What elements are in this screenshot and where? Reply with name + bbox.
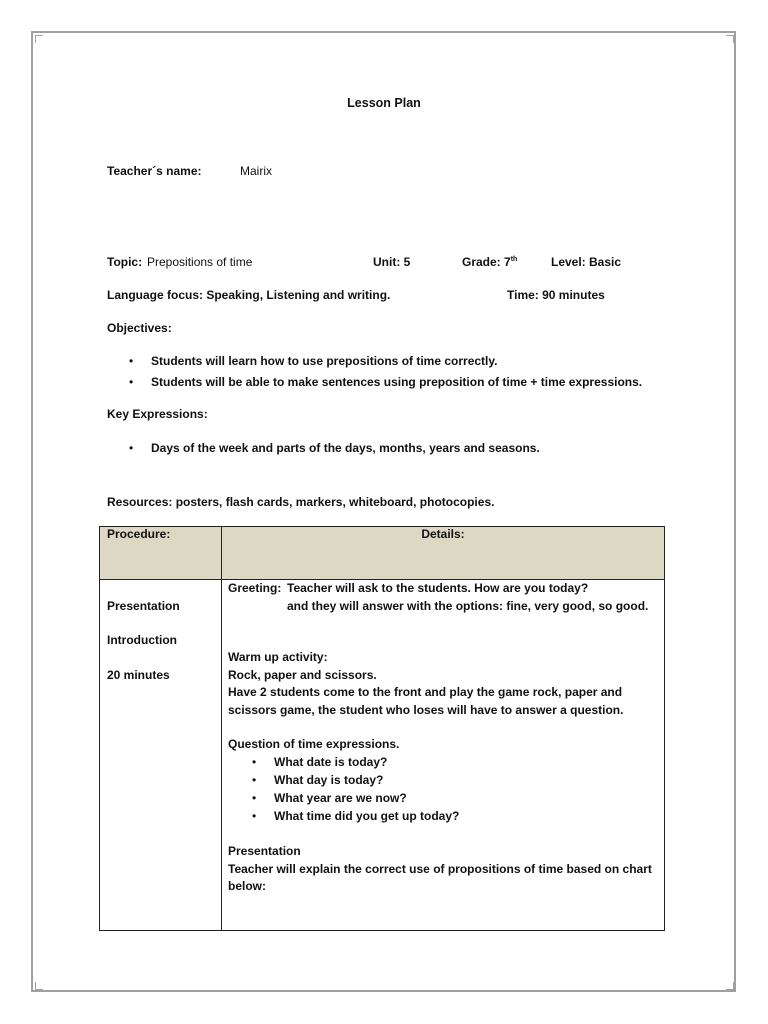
procedure-duration: 20 minutes [107,668,170,682]
procedure-introduction: Introduction [107,633,177,647]
key-expressions-label: Key Expressions: [107,407,208,421]
time-label: Time: 90 minutes [507,288,605,302]
key-expression-item: Days of the week and parts of the days, months, years and seasons. [151,441,540,455]
warmup-label: Warm up activity: [228,650,328,664]
corner-mark [35,35,43,43]
procedure-table [99,526,665,931]
warmup-line: scissors game, the student who loses will have to answer a question. [228,703,624,717]
question-label: Question of time expressions. [228,737,400,751]
greeting-label: Greeting: [228,581,282,595]
grade-superscript: th [510,256,518,263]
grade-label: Grade: 7th [462,255,518,269]
table-row [100,580,665,931]
presentation-label: Presentation [228,844,301,858]
question-item: What date is today? [274,755,388,769]
teacher-name: Mairix [240,164,272,178]
objective-item: Students will be able to make sentences using preposition of time + time expressions. [151,375,643,389]
language-focus: Language focus: Speaking, Listening and writing. [107,288,391,302]
details-cell [222,580,665,931]
question-item: What year are we now? [274,791,407,805]
bullet-icon: • [129,354,134,368]
objectives-label: Objectives: [107,321,172,335]
bullet-icon: • [252,809,257,823]
procedure-cell [100,580,222,931]
presentation-line: Teacher will explain the correct use of propositions of time based on chart [228,862,652,876]
procedure-presentation: Presentation [107,599,180,613]
question-item: What day is today? [274,773,384,787]
greeting-text: Teacher will ask to the students. How are you today? [287,581,589,595]
level-label: Level: Basic [551,255,622,269]
bullet-icon: • [252,773,257,787]
question-item: What time did you get up today? [274,809,460,823]
details-header: Details: [222,527,665,580]
corner-mark [35,982,43,990]
bullet-icon: • [129,375,134,389]
teacher-label: Teacher´s name: [107,164,202,178]
bullet-icon: • [252,791,257,805]
corner-mark [726,982,734,990]
warmup-line: Rock, paper and scissors. [228,668,377,682]
page-title: Lesson Plan [347,96,421,110]
corner-mark [726,35,734,43]
procedure-header: Procedure: [100,527,222,580]
greeting-text-2: and they will answer with the options: fine, very good, so good. [287,599,649,613]
warmup-line: Have 2 students come to the front and play the game rock, paper and [228,685,623,699]
topic-value: Prepositions of time [147,255,253,269]
bullet-icon: • [252,755,257,769]
table-header-row [100,527,665,580]
topic-label: Topic: [107,255,143,269]
resources: Resources: posters, flash cards, markers, whiteboard, photocopies. [107,495,495,509]
presentation-line: below: [228,879,266,893]
unit-label: Unit: 5 [373,255,411,269]
bullet-icon: • [129,441,134,455]
objective-item: Students will learn how to use prepositions of time correctly. [151,354,498,368]
